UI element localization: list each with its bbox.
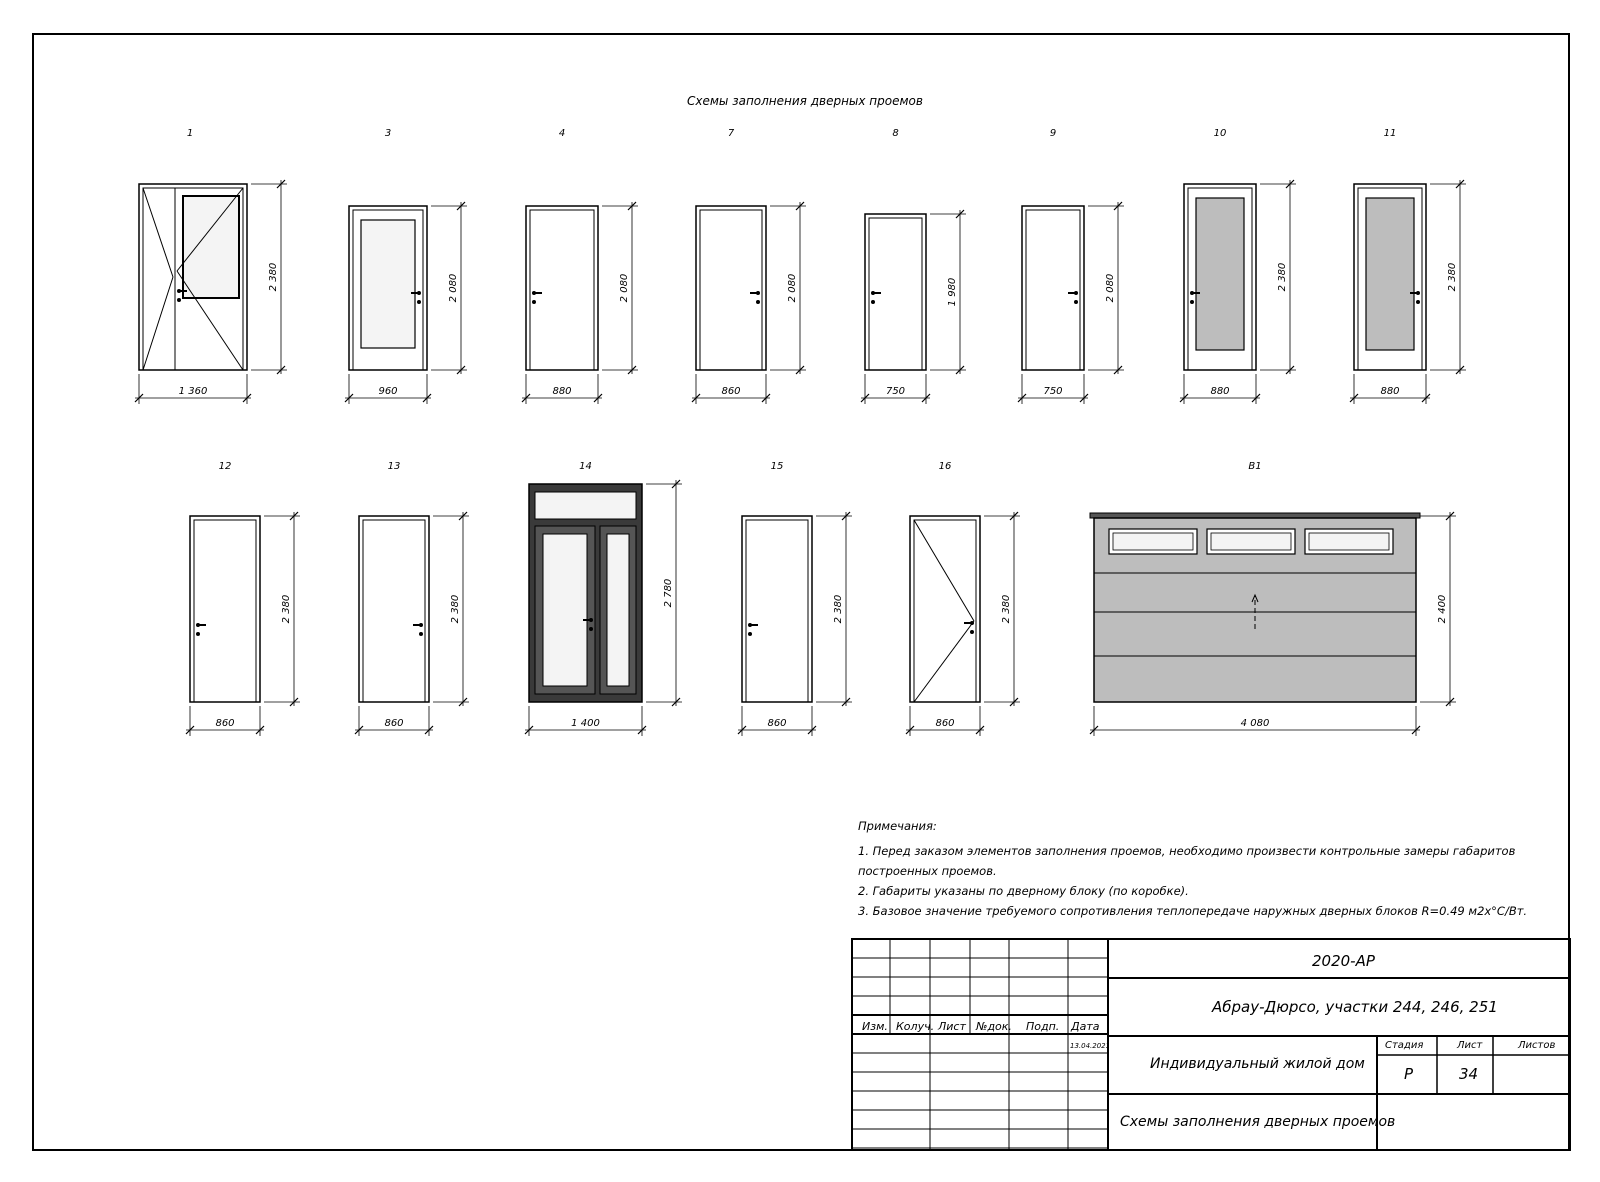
door-glass-tinted: [1366, 198, 1414, 350]
door-label-1: 1: [186, 128, 194, 139]
leaf-glass-side: [607, 534, 629, 686]
stamp-project: Абрау-Дюрсо, участки 244, 246, 251: [1212, 998, 1498, 1016]
dim-width-1: 1 360: [178, 386, 208, 397]
dim-width-16: 860: [935, 718, 955, 729]
door-frame-outer: [526, 206, 598, 370]
door-8: [861, 128, 966, 404]
dim-width-4: 880: [552, 386, 572, 397]
dim-height-14: 2 780: [663, 578, 674, 608]
door-label-11: 11: [1383, 128, 1397, 139]
door-glass-tinted: [1196, 198, 1244, 350]
door-label-15: 15: [770, 461, 784, 472]
door-label-7: 7: [727, 128, 735, 139]
dim-height-13: 2 380: [450, 594, 461, 624]
stamp-sheets-label: Листов: [1518, 1040, 1556, 1051]
dim-height-7: 2 080: [787, 273, 798, 303]
stamp-sheet-label: Лист: [1457, 1040, 1483, 1051]
door-12: [186, 461, 300, 736]
dim-height-12: 2 380: [281, 594, 292, 624]
door-label-3: 3: [384, 128, 392, 139]
dim-height-15: 2 380: [833, 594, 844, 624]
stamp-code: 2020-АР: [1312, 952, 1375, 970]
garage-window-inner: [1211, 533, 1291, 550]
notes-heading: Примечания:: [858, 819, 937, 833]
dim-width-12: 860: [215, 718, 235, 729]
dim-height-4: 2 080: [619, 273, 630, 303]
door-7: [692, 128, 806, 404]
door-frame-outer: [910, 516, 980, 702]
dim-width-11: 880: [1380, 386, 1400, 397]
door-glass: [361, 220, 415, 348]
stamp-header-ndok: №док.: [976, 1020, 1012, 1033]
garage-window-inner: [1113, 533, 1193, 550]
leaf-glass-main: [543, 534, 587, 686]
note-2: 2. Габариты указаны по дверному блоку (по коробке).: [858, 884, 1189, 898]
dim-height-8: 1 980: [947, 277, 958, 307]
door-13: [355, 461, 469, 736]
dim-width-9: 750: [1043, 386, 1063, 397]
dim-width-3: 960: [378, 386, 398, 397]
door-label-9: 9: [1049, 128, 1057, 139]
stamp-stage-label: Стадия: [1385, 1040, 1424, 1051]
stamp-header-list: Лист: [938, 1020, 966, 1033]
door-1: [135, 128, 287, 404]
door-frame-outer: [696, 206, 766, 370]
door-label-8: 8: [892, 128, 899, 139]
dim-height-9: 2 080: [1105, 273, 1116, 303]
dim-height-10: 2 380: [1277, 262, 1288, 292]
dim-width-7: 860: [721, 386, 741, 397]
door-label-12: 12: [218, 461, 232, 472]
door-14: [525, 461, 682, 736]
stamp-stage-value: Р: [1404, 1065, 1414, 1083]
stamp-building: Индивидуальный жилой дом: [1150, 1056, 1365, 1072]
stamp-header-podp: Подп.: [1026, 1020, 1060, 1033]
notes-block: [858, 816, 1548, 921]
dim-width-13: 860: [384, 718, 404, 729]
door-label-B1: B1: [1248, 461, 1262, 472]
door-10: [1180, 128, 1296, 404]
door-15: [738, 461, 852, 736]
dim-width-B1: 4 080: [1240, 718, 1270, 729]
door-16: [906, 461, 1020, 736]
dim-height-11: 2 380: [1447, 262, 1458, 292]
drawing-title: Схемы заполнения дверных проемов: [687, 94, 923, 108]
dim-height-16: 2 380: [1001, 594, 1012, 624]
note-3: 3. Базовое значение требуемого сопротивления теплопередаче наружных дверных блоков R=0.49 м2х°С/Вт.: [858, 904, 1528, 918]
stamp-date: 13.04.2021: [1070, 1042, 1111, 1050]
dim-height-B1: 2 400: [1437, 594, 1448, 624]
door-label-14: 14: [579, 461, 592, 472]
door-B1: [1090, 461, 1456, 736]
garage-window-inner: [1309, 533, 1389, 550]
door-glass: [183, 196, 239, 298]
dim-width-15: 860: [767, 718, 787, 729]
dim-height-3: 2 080: [448, 273, 459, 303]
dim-height-1: 2 380: [268, 262, 279, 292]
door-frame-outer: [742, 516, 812, 702]
stamp-sheet-title: Схемы заполнения дверных проемов: [1120, 1114, 1396, 1130]
door-label-10: 10: [1213, 128, 1227, 139]
dim-width-8: 750: [885, 386, 906, 397]
dim-width-10: 880: [1210, 386, 1230, 397]
transom-glass: [535, 492, 636, 519]
note-1: 1. Перед заказом элементов заполнения проемов, необходимо произвести контрольные замеры габаритов построенных проемов.: [858, 844, 1516, 878]
stamp-header-data: Дата: [1071, 1020, 1100, 1033]
door-label-4: 4: [558, 128, 566, 139]
door-11: [1350, 128, 1466, 404]
dim-width-14: 1 400: [571, 718, 600, 729]
door-3: [345, 128, 467, 404]
door-label-13: 13: [387, 461, 401, 472]
door-9: [1018, 128, 1124, 404]
stamp-sheet-value: 34: [1459, 1065, 1479, 1083]
door-label-16: 16: [938, 461, 952, 472]
door-frame-outer: [1022, 206, 1084, 370]
stamp-header-koluch: Колуч.: [896, 1020, 935, 1033]
door-frame-outer: [359, 516, 429, 702]
stamp-header-izm: Изм.: [862, 1020, 888, 1033]
door-frame-outer: [190, 516, 260, 702]
door-4: [522, 128, 638, 404]
